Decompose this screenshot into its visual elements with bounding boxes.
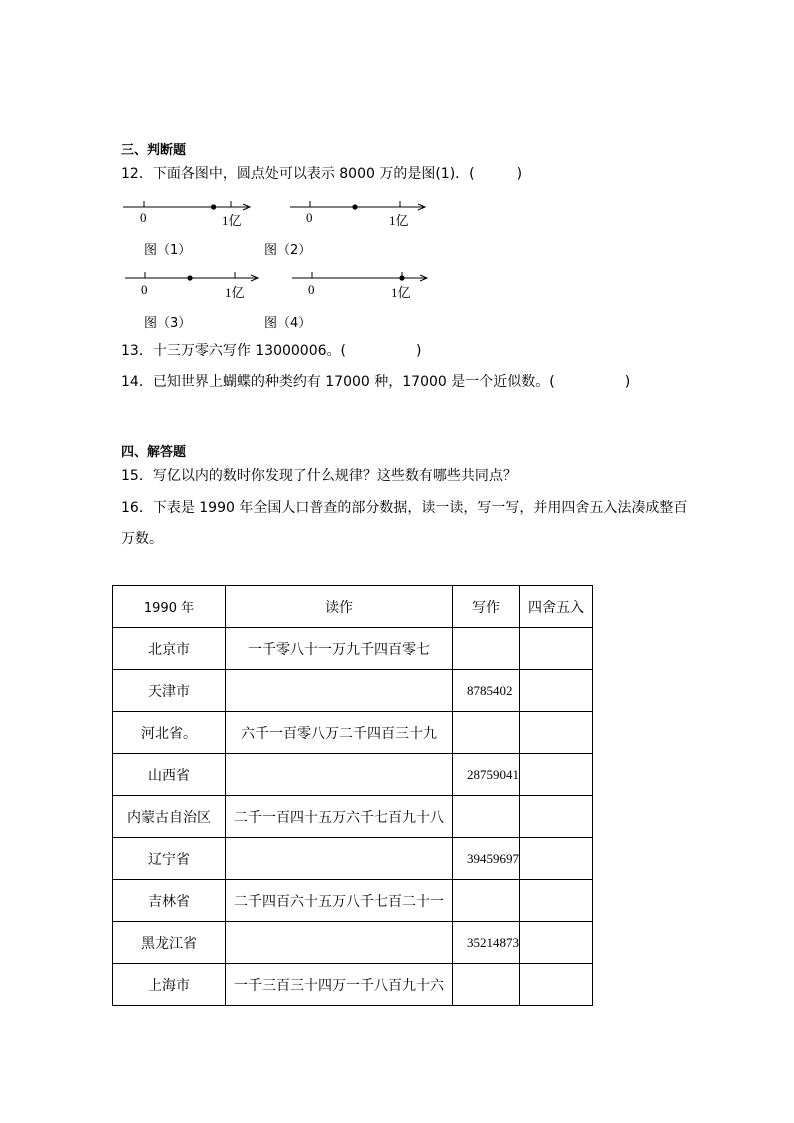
region-cell: 辽宁省 xyxy=(113,838,226,880)
region-cell: 河北省。 xyxy=(113,712,226,754)
one-yi-label: 1亿 xyxy=(222,213,242,228)
table-row xyxy=(113,838,593,880)
write-cell: 8785402 xyxy=(453,670,520,712)
question-12: 12．下面各图中，圆点处可以表示 8000 万的是图(1)．( ) xyxy=(121,166,523,182)
table-row xyxy=(113,922,593,964)
figure-caption: 图（4） xyxy=(264,316,312,331)
read-cell xyxy=(226,922,453,964)
region-cell: 内蒙古自治区 xyxy=(113,796,226,838)
zero-label: 0 xyxy=(140,210,147,225)
dot-marker xyxy=(211,204,216,209)
region-cell: 黑龙江省 xyxy=(113,922,226,964)
population-table xyxy=(112,585,593,1006)
read-cell xyxy=(226,754,453,796)
figure-caption: 图（2） xyxy=(264,243,312,258)
section-4-title: 四、解答题 xyxy=(121,445,187,460)
table-row xyxy=(113,880,593,922)
round-cell xyxy=(520,838,593,880)
read-cell: 一千三百三十四万一千八百九十六 xyxy=(226,964,453,1006)
write-cell xyxy=(453,880,520,922)
read-cell: 二千四百六十五万八千七百二十一 xyxy=(226,880,453,922)
region-cell: 天津市 xyxy=(113,670,226,712)
write-cell xyxy=(453,964,520,1006)
figure-caption: 图（1） xyxy=(144,243,192,258)
round-cell xyxy=(520,922,593,964)
write-cell: 28759041 xyxy=(453,754,520,796)
table-row xyxy=(113,754,593,796)
dot-marker xyxy=(187,275,192,280)
one-yi-label: 1亿 xyxy=(389,213,409,228)
write-cell xyxy=(453,796,520,838)
write-cell: 35214873 xyxy=(453,922,520,964)
round-cell xyxy=(520,754,593,796)
round-cell xyxy=(520,796,593,838)
round-cell xyxy=(520,628,593,670)
read-cell: 一千零八十一万九千四百零七 xyxy=(226,628,453,670)
round-cell xyxy=(520,712,593,754)
section-3-title: 三、判断题 xyxy=(121,143,187,158)
one-yi-label: 1亿 xyxy=(225,285,245,300)
one-yi-label: 1亿 xyxy=(391,285,411,300)
header-year: 1990 年 xyxy=(113,586,226,628)
round-cell xyxy=(520,670,593,712)
round-cell xyxy=(520,880,593,922)
question-15: 15．写亿以内的数时你发现了什么规律？这些数有哪些共同点？ xyxy=(121,468,517,484)
question-13: 13．十三万零六写作 13000006。( ) xyxy=(121,343,422,359)
table-row xyxy=(113,796,593,838)
table-row xyxy=(113,670,593,712)
write-cell xyxy=(453,712,520,754)
read-cell: 六千一百零八万二千四百三十九 xyxy=(226,712,453,754)
region-cell: 山西省 xyxy=(113,754,226,796)
table-row xyxy=(113,628,593,670)
table-row xyxy=(113,964,593,1006)
question-16-line-2: 万数。 xyxy=(121,531,163,547)
write-cell: 39459697 xyxy=(453,838,520,880)
question-14: 14．已知世界上蝴蝶的种类约有 17000 种，17000 是一个近似数。( ) xyxy=(121,374,631,390)
table-row xyxy=(113,712,593,754)
header-round: 四舍五入 xyxy=(520,586,593,628)
read-cell xyxy=(226,670,453,712)
dot-marker xyxy=(352,204,357,209)
read-cell xyxy=(226,838,453,880)
write-cell xyxy=(453,628,520,670)
region-cell: 上海市 xyxy=(113,964,226,1006)
zero-label: 0 xyxy=(308,282,315,297)
figure-caption: 图（3） xyxy=(144,316,192,331)
region-cell: 北京市 xyxy=(113,628,226,670)
round-cell xyxy=(520,964,593,1006)
zero-label: 0 xyxy=(306,210,313,225)
region-cell: 吉林省 xyxy=(113,880,226,922)
zero-label: 0 xyxy=(141,282,148,297)
dot-marker xyxy=(399,275,404,280)
question-16-line-1: 16．下表是 1990 年全国人口普查的部分数据，读一读，写一写，并用四舍五入法凑成整百 xyxy=(121,500,688,516)
table-header-row xyxy=(113,586,593,628)
read-cell: 二千一百四十五万六千七百九十八 xyxy=(226,796,453,838)
header-read: 读作 xyxy=(226,586,453,628)
header-write: 写作 xyxy=(453,586,520,628)
